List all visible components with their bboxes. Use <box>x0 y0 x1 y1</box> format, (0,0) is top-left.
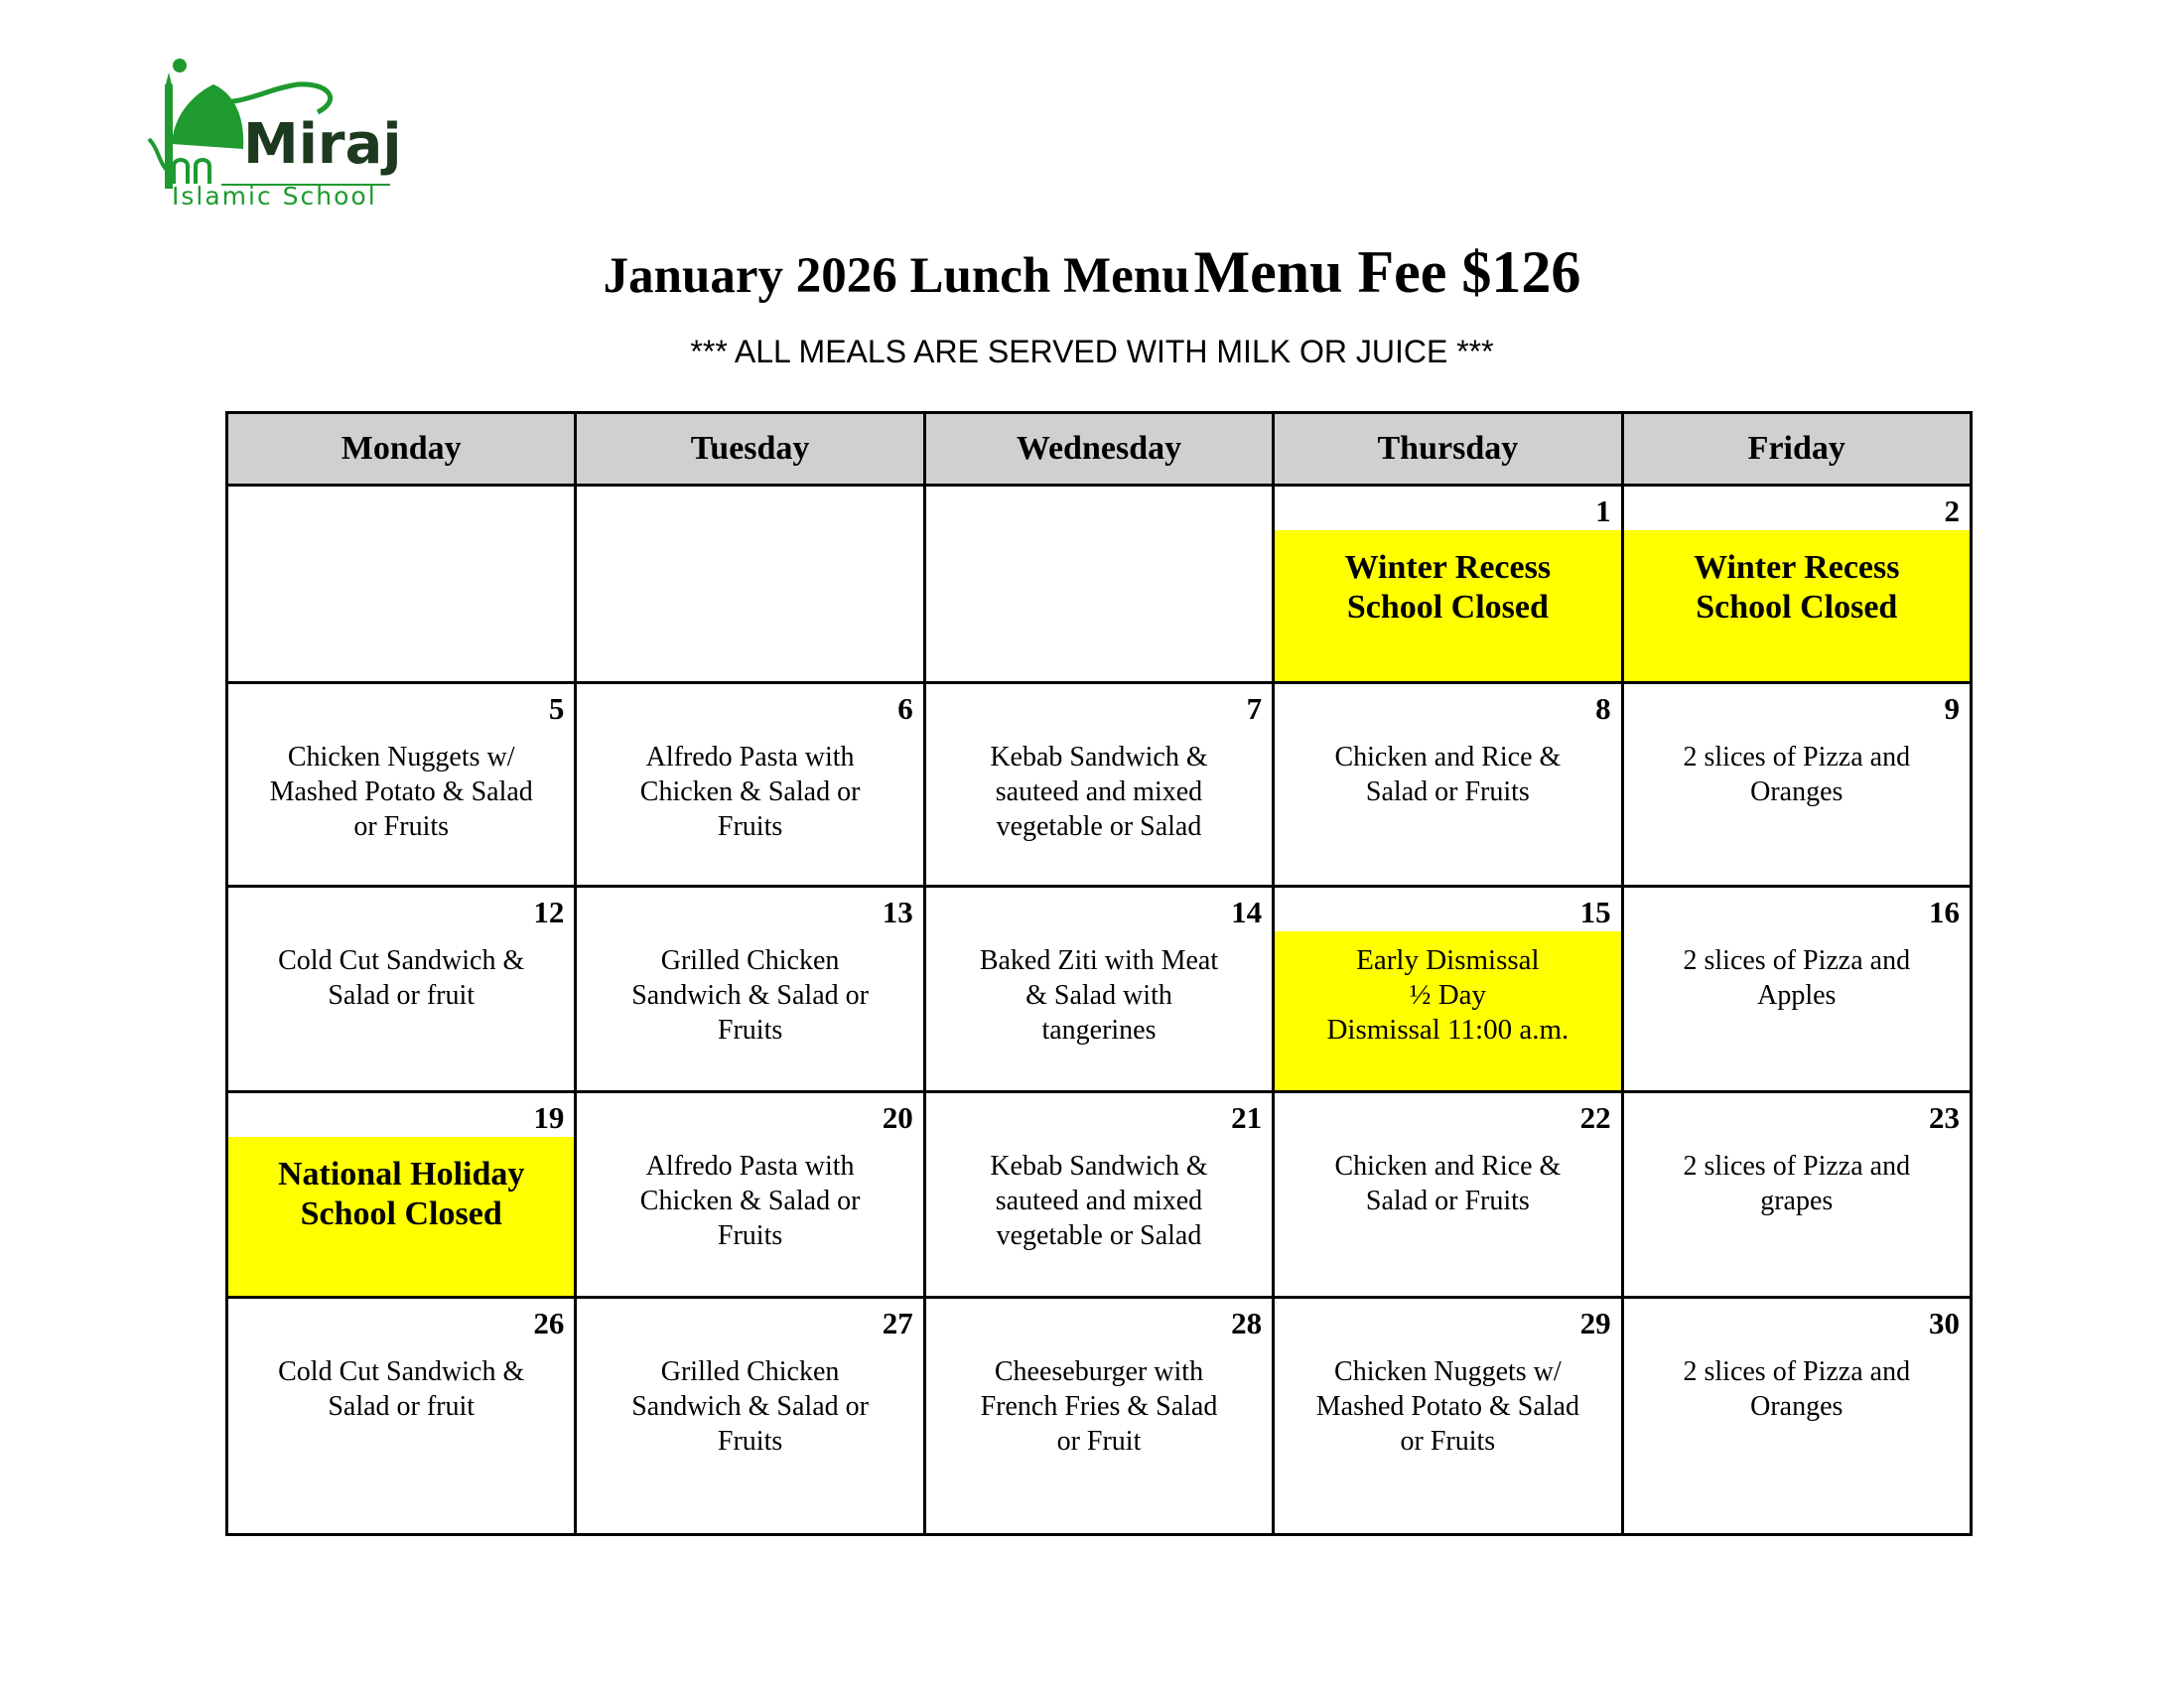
text-line: tangerines <box>1041 1015 1157 1046</box>
text-line: Alfredo Pasta with <box>645 1151 855 1182</box>
text-line: or Fruits <box>353 811 450 842</box>
text-line: Fruits <box>717 1426 783 1457</box>
day-number: 16 <box>1929 895 1960 929</box>
meal-text <box>1624 1137 1970 1296</box>
notice-text <box>1275 530 1620 681</box>
text-line: vegetable or Salad <box>996 811 1202 842</box>
text-line: sauteed and mixed <box>995 776 1203 807</box>
day-cell <box>924 486 1273 683</box>
text-line: or Fruit <box>1056 1426 1142 1457</box>
meal-text <box>926 931 1272 1090</box>
meal-text <box>577 1342 922 1533</box>
text-line: Kebab Sandwich & <box>990 1151 1208 1182</box>
text-line: vegetable or Salad <box>996 1220 1202 1251</box>
meal-text <box>228 1342 574 1533</box>
text-line: Fruits <box>717 1220 783 1251</box>
text-line: School Closed <box>1696 589 1898 626</box>
day-cell <box>227 683 576 887</box>
week-row <box>227 486 1972 683</box>
text-line: sauteed and mixed <box>995 1186 1203 1216</box>
day-cell <box>1274 683 1622 887</box>
text-line: Chicken and Rice & <box>1334 742 1562 773</box>
meal-text <box>926 530 1272 681</box>
text-line: Early Dismissal <box>1356 944 1540 976</box>
text-line: School Closed <box>300 1196 502 1232</box>
meal-text <box>1624 1342 1970 1533</box>
day-number: 29 <box>1579 1306 1611 1340</box>
day-cell <box>924 683 1273 887</box>
day-cell <box>227 887 576 1092</box>
text-line: Grilled Chicken <box>660 1356 840 1387</box>
day-cell <box>924 1298 1273 1535</box>
day-cell <box>1622 683 1971 887</box>
title-fee: Menu Fee $126 <box>1193 239 1581 305</box>
school-logo <box>144 55 402 218</box>
text-line: Sandwich & Salad or <box>631 1391 869 1422</box>
day-number: 2 <box>1944 493 1960 528</box>
header-thursday: Thursday <box>1274 413 1622 486</box>
day-cell <box>1274 1092 1622 1298</box>
day-cell <box>227 1298 576 1535</box>
day-number: 28 <box>1231 1306 1263 1340</box>
text-line: French Fries & Salad <box>980 1391 1218 1422</box>
day-cell <box>924 887 1273 1092</box>
day-number: 22 <box>1579 1100 1611 1135</box>
day-number: 26 <box>533 1306 565 1340</box>
text-line: Apples <box>1757 980 1837 1011</box>
day-number: 19 <box>533 1100 565 1135</box>
notice-text <box>1275 931 1620 1090</box>
day-number: 6 <box>897 691 913 726</box>
day-number: 9 <box>1944 691 1960 726</box>
text-line: Winter Recess <box>1344 549 1552 586</box>
meal-text <box>926 1342 1272 1533</box>
page-title <box>0 238 2184 307</box>
day-number <box>577 487 922 530</box>
text-line: Salad or fruit <box>328 980 476 1011</box>
day-number: 1 <box>1595 493 1611 528</box>
day-cell <box>227 486 576 683</box>
day-number: 30 <box>1929 1306 1960 1340</box>
text-line: Mashed Potato & Salad <box>269 776 533 807</box>
text-line: & Salad with <box>1025 980 1172 1011</box>
meal-text <box>228 530 574 681</box>
meal-text <box>577 1137 922 1296</box>
day-cell <box>1274 887 1622 1092</box>
text-line: grapes <box>1760 1186 1834 1216</box>
meal-text <box>1275 1342 1620 1533</box>
text-line: 2 slices of Pizza and <box>1683 945 1911 976</box>
week-row <box>227 1092 1972 1298</box>
text-line: ½ Day <box>1409 979 1487 1011</box>
text-line: Chicken & Salad or <box>639 776 861 807</box>
day-cell <box>1622 887 1971 1092</box>
meal-text <box>1624 728 1970 885</box>
day-cell <box>576 486 924 683</box>
day-cell <box>576 887 924 1092</box>
text-line: Salad or Fruits <box>1365 776 1530 807</box>
text-line: Cheeseburger with <box>994 1356 1204 1387</box>
meal-text <box>228 931 574 1090</box>
header-wednesday: Wednesday <box>924 413 1273 486</box>
meal-text <box>926 1137 1272 1296</box>
text-line: National Holiday <box>277 1156 525 1193</box>
text-line: Chicken and Rice & <box>1334 1151 1562 1182</box>
day-number: 12 <box>533 895 565 929</box>
text-line: Winter Recess <box>1694 549 1900 586</box>
meal-text <box>577 931 922 1090</box>
logo-subtitle: Islamic School <box>172 182 377 211</box>
meal-text <box>228 728 574 885</box>
text-line: Fruits <box>717 1015 783 1046</box>
text-line: 2 slices of Pizza and <box>1683 1151 1911 1182</box>
day-cell <box>924 1092 1273 1298</box>
day-number: 5 <box>548 691 565 726</box>
text-line: School Closed <box>1346 589 1549 626</box>
header-tuesday: Tuesday <box>576 413 924 486</box>
day-cell <box>1622 486 1971 683</box>
meal-text <box>577 728 922 885</box>
notice-text <box>1624 530 1970 681</box>
day-number: 27 <box>882 1306 913 1340</box>
text-line: Grilled Chicken <box>660 945 840 976</box>
text-line: Chicken Nuggets w/ <box>1334 1356 1562 1387</box>
text-line: Sandwich & Salad or <box>631 980 869 1011</box>
header-monday: Monday <box>227 413 576 486</box>
day-number: 13 <box>882 895 913 929</box>
text-line: or Fruits <box>1400 1426 1496 1457</box>
text-line: Cold Cut Sandwich & <box>278 1356 525 1387</box>
day-cell <box>576 1092 924 1298</box>
week-row <box>227 1298 1972 1535</box>
day-number <box>228 487 574 530</box>
day-number: 14 <box>1231 895 1263 929</box>
text-line: 2 slices of Pizza and <box>1683 1356 1911 1387</box>
text-line: Salad or fruit <box>328 1391 476 1422</box>
text-line: Oranges <box>1750 776 1843 807</box>
weekday-header-row <box>227 413 1972 486</box>
day-number <box>926 487 1272 530</box>
logo-name: Miraj <box>243 112 402 177</box>
day-number: 23 <box>1929 1100 1960 1135</box>
meal-text <box>577 530 922 681</box>
day-cell <box>1622 1298 1971 1535</box>
lunch-calendar <box>225 411 1973 1536</box>
day-number: 15 <box>1579 895 1611 929</box>
day-cell <box>1274 1298 1622 1535</box>
day-number: 8 <box>1595 691 1611 726</box>
text-line: 2 slices of Pizza and <box>1683 742 1911 773</box>
day-cell <box>227 1092 576 1298</box>
week-row <box>227 887 1972 1092</box>
text-line: Mashed Potato & Salad <box>1315 1391 1579 1422</box>
day-cell <box>576 683 924 887</box>
meal-note: *** ALL MEALS ARE SERVED WITH MILK OR JUICE *** <box>690 334 1494 369</box>
day-cell <box>1622 1092 1971 1298</box>
day-number: 7 <box>1246 691 1263 726</box>
text-line: Dismissal 11:00 a.m. <box>1326 1014 1570 1046</box>
title-main: January 2026 Lunch Menu <box>603 248 1190 304</box>
meal-text <box>1624 931 1970 1090</box>
day-cell <box>576 1298 924 1535</box>
text-line: Alfredo Pasta with <box>645 742 855 773</box>
text-line: Cold Cut Sandwich & <box>278 945 525 976</box>
text-line: Baked Ziti with Meat <box>979 945 1219 976</box>
meal-text <box>1275 728 1620 885</box>
text-line: Salad or Fruits <box>1365 1186 1530 1216</box>
header-friday: Friday <box>1622 413 1971 486</box>
meal-text <box>1275 1137 1620 1296</box>
meal-text <box>926 728 1272 885</box>
day-number: 20 <box>882 1100 913 1135</box>
text-line: Fruits <box>717 811 783 842</box>
text-line: Chicken & Salad or <box>639 1186 861 1216</box>
text-line: Kebab Sandwich & <box>990 742 1208 773</box>
text-line: Oranges <box>1750 1391 1843 1422</box>
day-cell <box>1274 486 1622 683</box>
notice-text <box>228 1137 574 1296</box>
text-line: Chicken Nuggets w/ <box>287 742 515 773</box>
day-number: 21 <box>1231 1100 1263 1135</box>
week-row <box>227 683 1972 887</box>
